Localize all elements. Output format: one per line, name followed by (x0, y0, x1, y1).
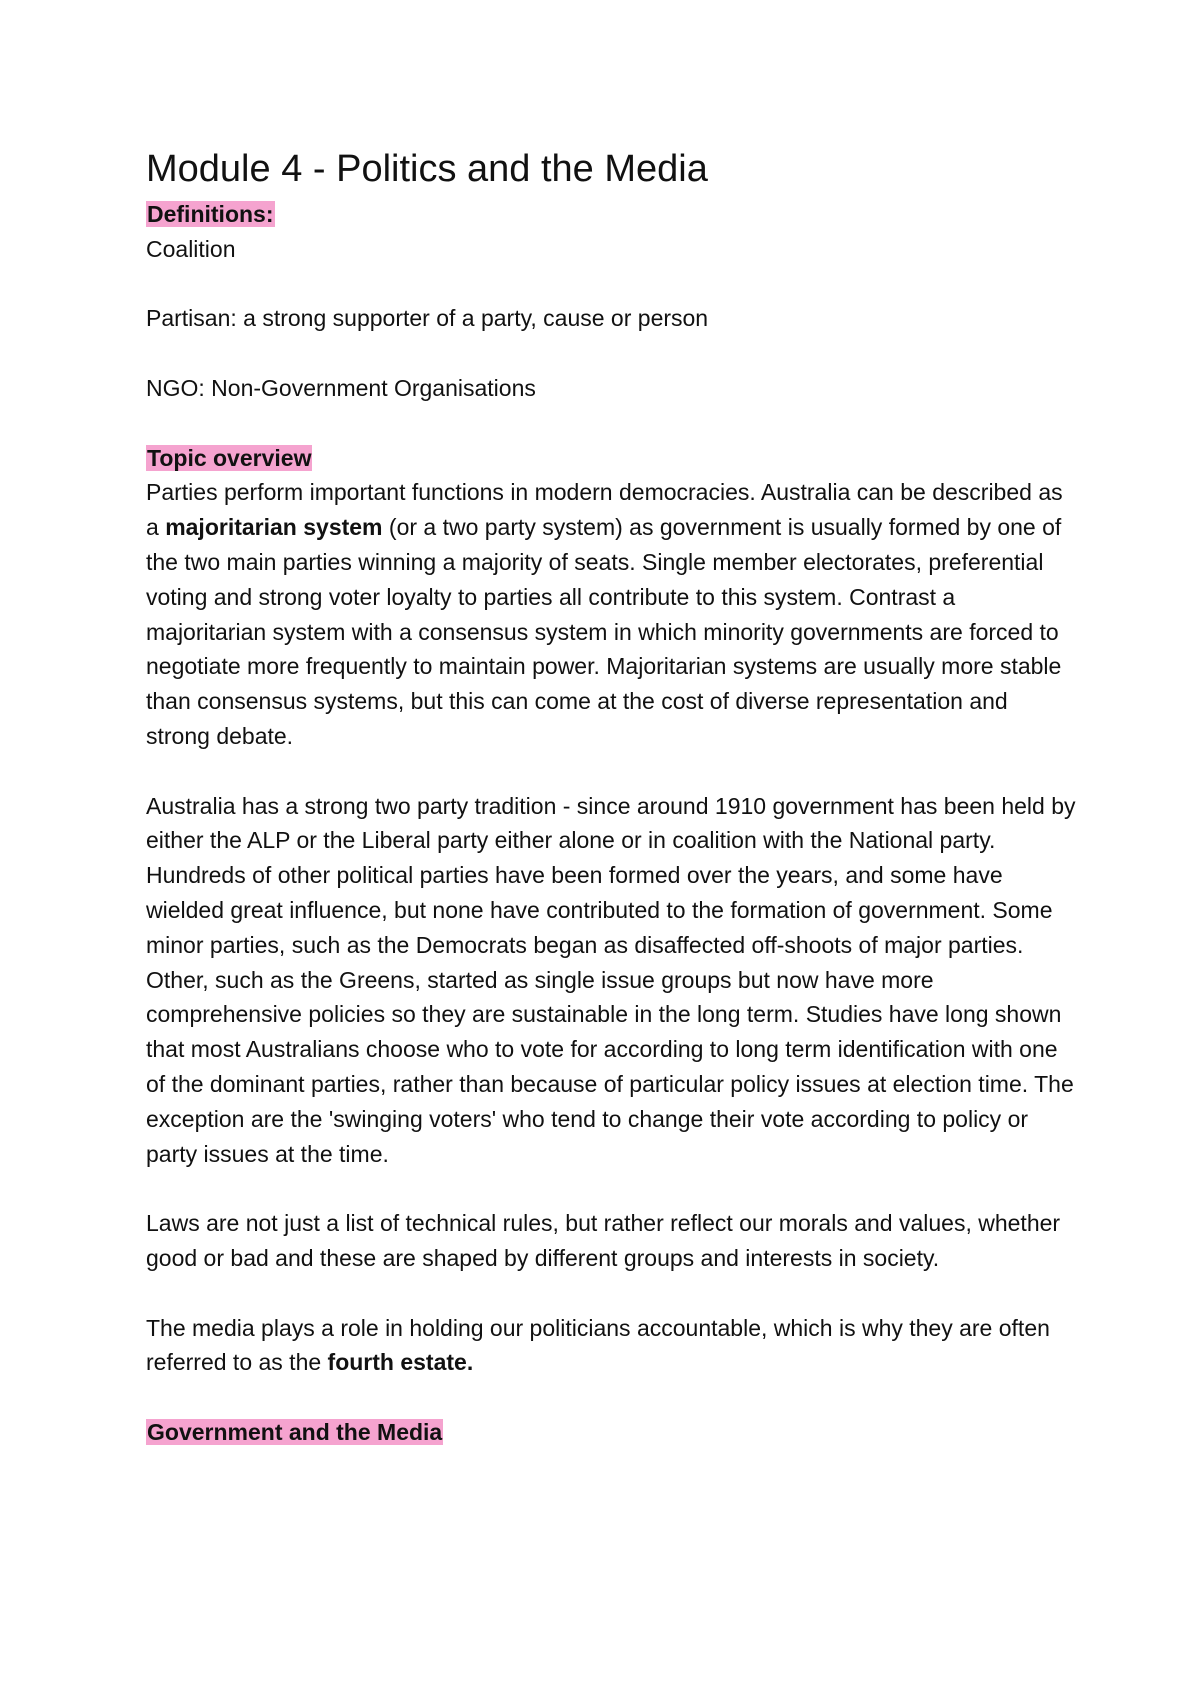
spacer (146, 406, 1076, 441)
government-media-heading-text: Government and the Media (147, 1418, 443, 1445)
definitions-heading (146, 197, 1076, 232)
topic-overview-heading-text: Topic overview (147, 444, 312, 471)
definitions-heading-text: Definitions: (147, 201, 274, 227)
spacer (146, 267, 1076, 302)
definition-partisan: Partisan: a strong supporter of a party, cause or person (146, 305, 709, 332)
paragraph-media-role (146, 1311, 1076, 1381)
government-media-heading (146, 1415, 1076, 1450)
paragraph-majoritarian (146, 475, 1076, 753)
spacer (146, 336, 1076, 371)
paragraph-two-party-tradition: Australia has a strong two party tradition - since around 1910 government has been held by either the ALP or the Liberal party either alone or in coalition with the National party. Hundreds of other political parties have been formed over the years, and some have wielded great influence, but none have contributed to the formation of government. Some minor parties, such as the Democrats began as disaffected off-shoots of major parties. Other, such as the Greens, started as single issue groups but now have more comprehensive policies so they are sustainable in the long term. Studies have long shown that most Australians choose who to vote for according to long term identification with one of the dominant parties, rather than because of particular policy issues at election time. The exception are the 'swinging voters' who tend to change their vote according to policy or party issues at the time. (146, 792, 1076, 1167)
spacer (146, 1171, 1076, 1206)
definition-coalition: Coalition (146, 235, 236, 262)
definition-ngo: NGO: Non-Government Organisations (146, 374, 536, 401)
spacer (146, 1276, 1076, 1311)
spacer (146, 1380, 1076, 1415)
topic-overview-heading (146, 441, 1076, 476)
term-majoritarian-system: majoritarian system (165, 514, 383, 541)
term-fourth-estate: fourth estate. (327, 1349, 474, 1376)
document-title: Module 4 - Politics and the Media (146, 148, 708, 190)
paragraph-laws: Laws are not just a list of technical rules, but rather reflect our morals and values, whether good or bad and these are shaped by different groups and interests in society. (146, 1210, 1061, 1271)
paragraph-majoritarian-part2: (or a two party system) as government is usually formed by one of the two main parties winning a majority of seats. Single member electorates, preferential voting and strong voter loyalty to parties all contribute to this system. Contrast a majoritarian system with a consensus system in which minority governments are forced to negotiate more frequently to maintain power. Majoritarian systems are usually more stable than consensus systems, but this can come at the cost of diverse representation and strong debate. (146, 514, 1062, 749)
paragraph-media-role-part1: The media plays a role in holding our politicians accountable, which is why they are often referred to as the (146, 1314, 1050, 1376)
document-content (146, 143, 1076, 1450)
paragraph-majoritarian-part1: Parties perform important functions in modern democracies. Australia can be described as a (146, 479, 1063, 541)
spacer (146, 754, 1076, 789)
